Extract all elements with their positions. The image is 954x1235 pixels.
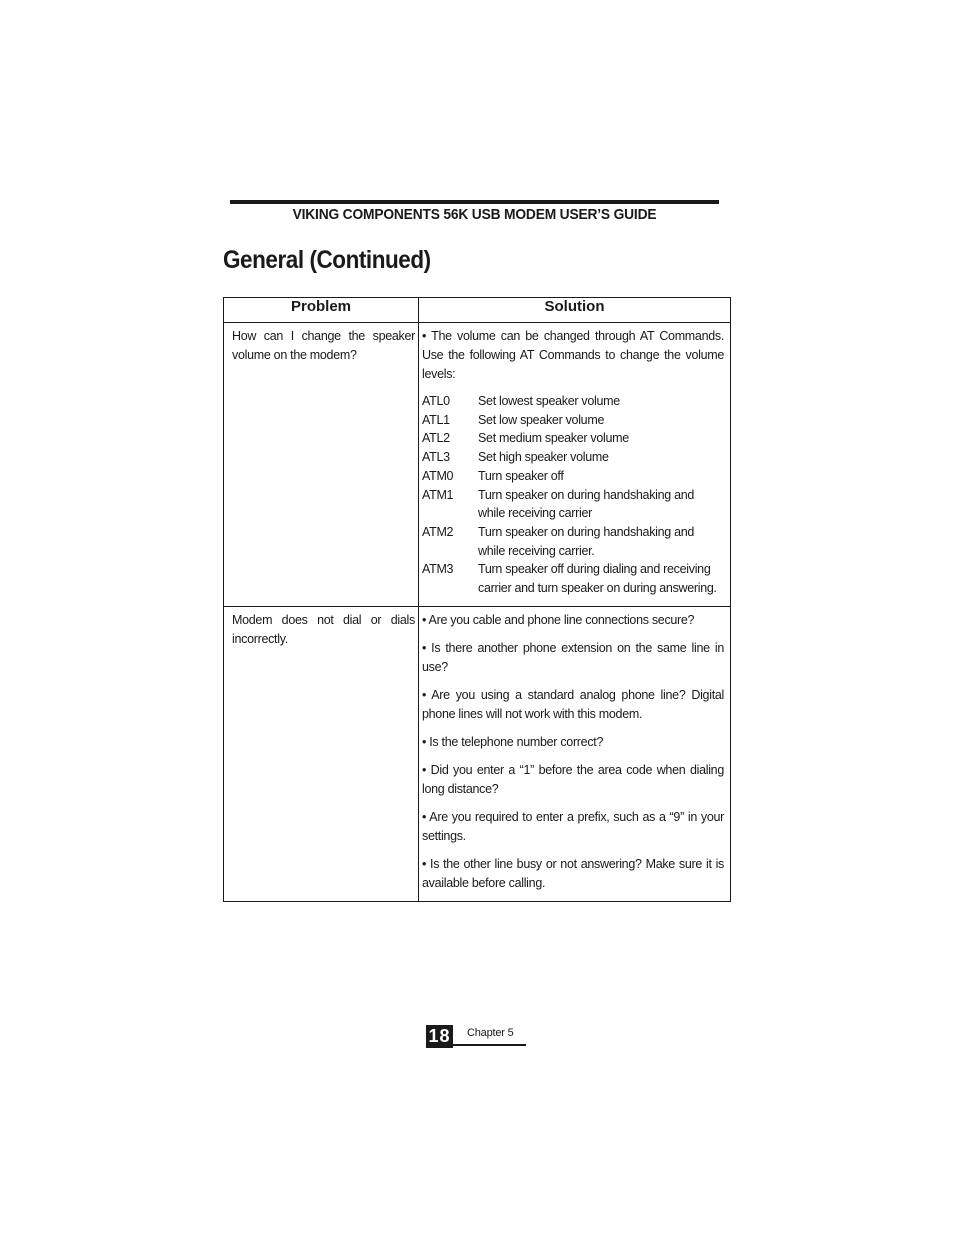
command-description: Turn speaker on during handshaking and while receiving carrier xyxy=(478,487,695,521)
solution-intro: • The volume can be changed through AT Commands. Use the following AT Commands to change the volume levels: xyxy=(422,329,724,381)
chapter-label: Chapter 5 xyxy=(467,1027,514,1039)
solution-bullet: • Is there another phone extension on the same line in use? xyxy=(422,640,724,674)
solution-bullet: • Are you using a standard analog phone line? Digital phone lines will not work with this modem. xyxy=(422,687,724,721)
command-code: ATM1 xyxy=(422,487,454,502)
at-command-list xyxy=(422,392,724,598)
command-code: ATL0 xyxy=(422,394,450,408)
guide-title: VIKING COMPONENTS 56K USB MODEM USER’S GUIDE xyxy=(292,206,657,223)
problem-cell: How can I change the speaker volume on the modem? xyxy=(224,323,419,607)
command-description: Turn speaker off xyxy=(478,468,564,483)
header-rule xyxy=(230,200,719,204)
command-code: ATM3 xyxy=(422,562,454,577)
command-code: ATL1 xyxy=(422,412,450,427)
command-row xyxy=(422,429,724,448)
command-code: ATL2 xyxy=(422,431,450,446)
page-number: 18 xyxy=(426,1025,453,1048)
column-header-problem: Problem xyxy=(224,298,419,323)
solution-bullet: • Is the telephone number correct? xyxy=(422,734,604,749)
column-header-solution: Solution xyxy=(419,298,731,323)
solution-cell xyxy=(419,606,731,901)
command-code: ATL3 xyxy=(422,450,450,465)
solution-cell xyxy=(419,323,731,607)
solution-bullet: • Is the other line busy or not answering? Make sure it is available before calling. xyxy=(422,856,724,890)
command-row xyxy=(422,467,724,486)
command-code: ATM0 xyxy=(422,468,454,483)
problem-cell: Modem does not dial or dials incorrectly. xyxy=(224,606,419,901)
command-row xyxy=(422,560,724,597)
command-row xyxy=(422,486,724,523)
table-row xyxy=(224,606,731,901)
table-header-row xyxy=(224,298,731,323)
solution-bullet: • Did you enter a “1” before the area code when dialing long distance? xyxy=(422,762,724,796)
footer-rule xyxy=(453,1044,526,1046)
command-description: Set low speaker volume xyxy=(478,412,605,427)
table-row xyxy=(224,323,731,607)
command-description: Set medium speaker volume xyxy=(478,431,629,446)
command-code: ATM2 xyxy=(422,524,454,539)
command-description: Set high speaker volume xyxy=(478,450,609,465)
command-row xyxy=(422,523,724,560)
command-description: Turn speaker off during dialing and receiving carrier and turn speaker on during answering. xyxy=(478,562,717,596)
command-row xyxy=(422,448,724,467)
command-description: Turn speaker on during handshaking and while receiving carrier. xyxy=(478,524,695,558)
solution-bullet: • Are you cable and phone line connections secure? xyxy=(422,612,695,627)
solution-bullet: • Are you required to enter a prefix, such as a “9” in your settings. xyxy=(422,809,724,843)
command-row xyxy=(422,392,724,411)
command-description: Set lowest speaker volume xyxy=(478,394,620,408)
command-row xyxy=(422,411,724,430)
troubleshooting-table xyxy=(223,297,731,902)
page-title: General (Continued) xyxy=(223,246,431,274)
